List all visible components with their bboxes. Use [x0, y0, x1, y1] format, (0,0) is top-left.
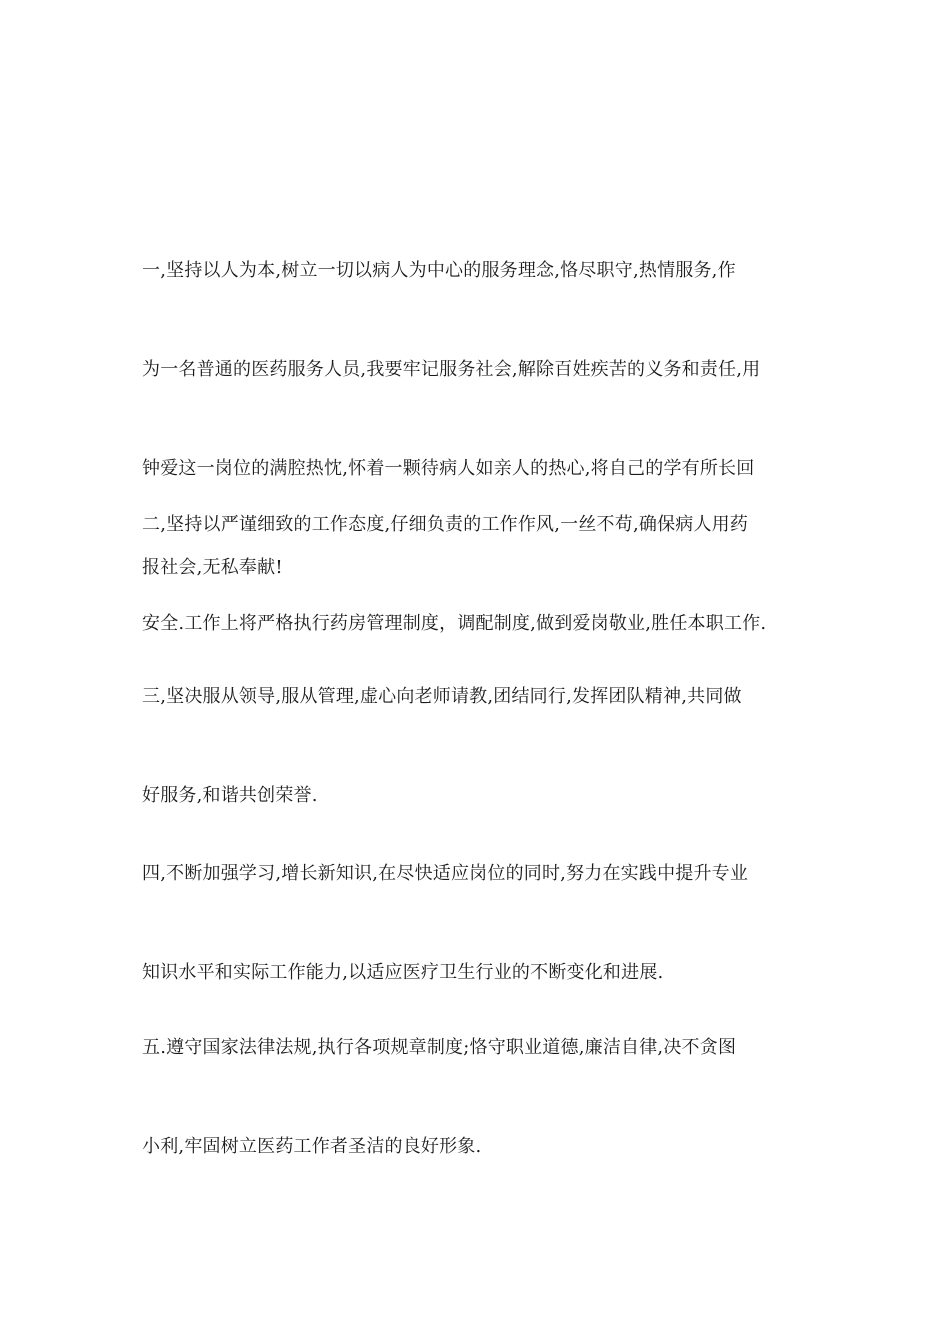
paragraph-line: 五.遵守国家法律法规,执行各项规章制度;恪守职业道德,廉洁自律,决不贪图	[142, 1037, 737, 1058]
paragraph-line: 好服务,和谐共创荣誉.	[142, 785, 318, 806]
paragraph-line: 一,坚持以人为本,树立一切以病人为中心的服务理念,恪尽职守,热情服务,作	[142, 260, 736, 281]
paragraph-line: 报社会,无私奉献!	[142, 557, 283, 578]
paragraph-line: 四,不断加强学习,增长新知识,在尽快适应岗位的同时,努力在实践中提升专业	[142, 863, 749, 884]
paragraph-line: 为一名普通的医药服务人员,我要牢记服务社会,解除百姓疾苦的义务和责任,用	[142, 359, 761, 380]
paragraph-line: 小利,牢固树立医药工作者圣洁的良好形象.	[142, 1136, 482, 1157]
paragraph-5	[142, 965, 810, 1229]
paragraph-line: 钟爱这一岗位的满腔热忱,怀着一颗待病人如亲人的热心,将自己的学有所长回	[142, 458, 755, 479]
paragraph-line: 安全.工作上将严格执行药房管理制度，调配制度,做到爱岗敬业,胜任本职工作.	[142, 613, 767, 634]
paragraph-line: 二,坚持以严谨细致的工作态度,仔细负责的工作作风,一丝不苟,确保病人用药	[142, 514, 749, 535]
paragraph-line: 知识水平和实际工作能力,以适应医疗卫生行业的不断变化和进展.	[142, 962, 664, 983]
paragraph-line: 三,坚决服从领导,服从管理,虚心向老师请教,团结同行,发挥团队精神,共同做	[142, 686, 742, 707]
